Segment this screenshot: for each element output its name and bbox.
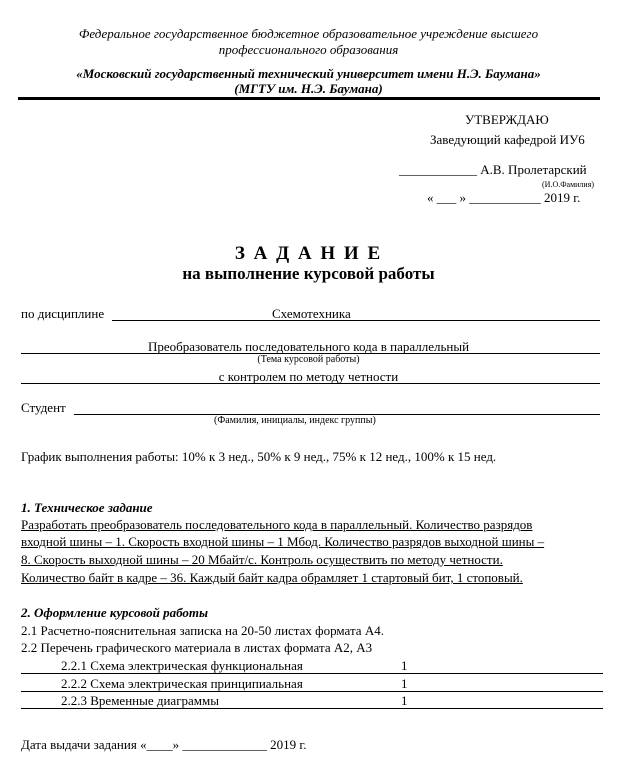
- topic-line-2: с контролем по методу четности: [218, 369, 399, 384]
- task-line-3: 8. Скорость выходной шины – 20 Мбайт/с. Контроль осуществить по методу четности.: [21, 552, 503, 567]
- drawing-row: [21, 658, 603, 674]
- org-line-2: профессионального образования: [218, 42, 399, 57]
- student-label: Студент: [21, 400, 66, 415]
- schedule-text: График выполнения работы: 10% к 3 нед., 50% к 9 нед., 75% к 12 нед., 100% к 15 нед.: [21, 449, 497, 464]
- drawing-count: 1: [401, 658, 408, 673]
- document-subtitle: на выполнение курсовой работы: [182, 264, 435, 283]
- document-title: З А Д А Н И Е: [234, 243, 383, 264]
- section2-item-1: 2.1 Расчетно-пояснительная записка на 20-50 листах формата А4.: [21, 623, 384, 638]
- university-name: «Московский государственный технический университет имени Н.Э. Баумана»: [76, 66, 541, 81]
- issue-date: Дата выдачи задания «____» _____________ 2019 г.: [21, 737, 307, 752]
- approval-signature-line: ____________ А.В. Пролетарский: [399, 162, 587, 177]
- approval-date-line: « ___ » ___________ 2019 г.: [427, 190, 581, 205]
- org-line-1: Федеральное государственное бюджетное образовательное учреждение высшего: [78, 26, 539, 41]
- task-line-2: входной шины – 1. Скорость входной шины – 1 Мбод. Количество разрядов выходной шины –: [21, 534, 545, 549]
- task-line-1: Разработать преобразователь последовательного кода в параллельный. Количество разрядов: [21, 517, 533, 532]
- student-caption: (Фамилия, инициалы, индекс группы): [214, 415, 376, 426]
- drawing-row: [21, 676, 603, 692]
- drawing-count: 1: [401, 676, 408, 691]
- drawing-count: 1: [401, 693, 408, 708]
- drawing-name: 2.2.3 Временные диаграммы: [61, 693, 219, 708]
- task-line-4: Количество байт в кадре – 36. Каждый байт кадра обрамляет 1 стартовый бит, 1 стоповый.: [21, 570, 523, 585]
- topic-underline-2: [21, 383, 600, 384]
- discipline-underline: [112, 320, 600, 321]
- drawing-name: 2.2.2 Схема электрическая принципиальная: [61, 676, 303, 691]
- drawing-name: 2.2.1 Схема электрическая функциональная: [61, 658, 303, 673]
- approval-title: УТВЕРЖДАЮ: [465, 112, 549, 127]
- discipline-value: Схемотехника: [272, 306, 351, 321]
- university-abbr: (МГТУ им. Н.Э. Баумана): [234, 81, 383, 96]
- section2-item-2: 2.2 Перечень графического материала в листах формата А2, А3: [21, 640, 373, 655]
- section1-heading: 1. Техническое задание: [21, 500, 153, 515]
- section2-heading: 2. Оформление курсовой работы: [21, 605, 209, 620]
- header-divider: [18, 97, 600, 100]
- discipline-label: по дисциплине: [21, 306, 105, 321]
- approval-name-caption: (И.О.Фамилия): [542, 180, 595, 189]
- approval-position: Заведующий кафедрой ИУ6: [430, 132, 585, 147]
- topic-caption: (Тема курсовой работы): [257, 354, 360, 365]
- topic-line-1: Преобразователь последовательного кода в параллельный: [147, 339, 470, 354]
- drawing-row: [21, 693, 603, 709]
